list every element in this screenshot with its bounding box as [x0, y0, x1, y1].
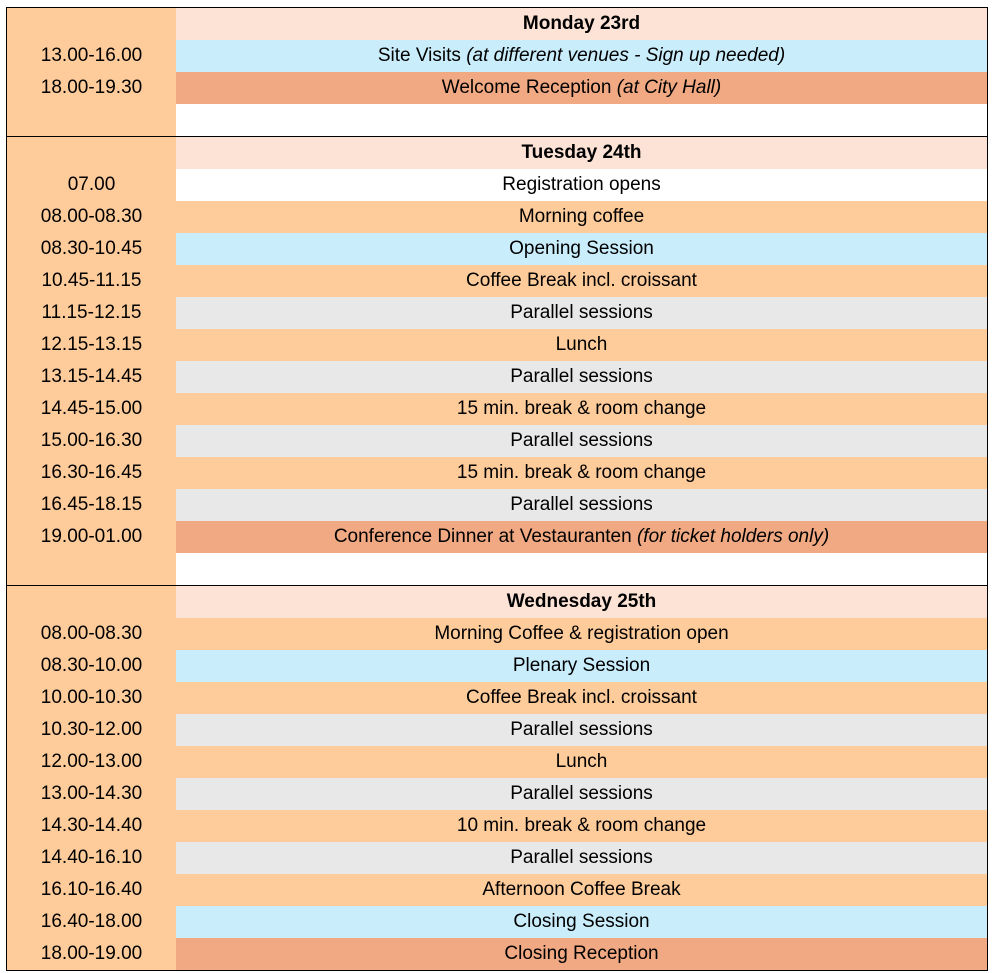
time-cell: 18.00-19.30: [7, 72, 176, 104]
day-header-row: [7, 8, 987, 40]
time-cell: 08.30-10.00: [7, 650, 176, 682]
day-section: [7, 586, 987, 970]
day-section: [7, 8, 987, 137]
schedule-row: [7, 553, 987, 585]
event-cell: [176, 425, 987, 457]
schedule-row: [7, 72, 987, 104]
schedule-row: [7, 874, 987, 906]
time-cell: 16.45-18.15: [7, 489, 176, 521]
event-cell: [176, 169, 987, 201]
time-cell: [7, 586, 176, 618]
event-label: Parallel sessions: [510, 302, 653, 323]
time-cell: 13.15-14.45: [7, 361, 176, 393]
event-cell: [176, 810, 987, 842]
event-label: Closing Session: [513, 911, 650, 932]
event-label: 10 min. break & room change: [456, 815, 707, 836]
event-note: (at City Hall): [616, 77, 722, 98]
time-cell: 14.45-15.00: [7, 393, 176, 425]
day-title: Monday 23rd: [176, 8, 987, 40]
schedule-row: [7, 906, 987, 938]
event-label: Parallel sessions: [510, 366, 653, 387]
schedule-row: [7, 425, 987, 457]
time-cell: 08.30-10.45: [7, 233, 176, 265]
event-label: Plenary Session: [512, 655, 651, 676]
schedule-row: [7, 682, 987, 714]
event-cell: [176, 72, 987, 104]
time-cell: 10.30-12.00: [7, 714, 176, 746]
schedule-row: [7, 297, 987, 329]
event-note: (for ticket holders only): [636, 526, 830, 547]
event-label: Opening Session: [509, 238, 654, 259]
event-cell: [176, 489, 987, 521]
event-label: Welcome Reception: [441, 77, 617, 98]
event-label: Site Visits: [377, 45, 467, 66]
event-label: Coffee Break incl. croissant: [466, 687, 697, 708]
event-label: 15 min. break & room change: [456, 462, 707, 483]
event-cell: [176, 618, 987, 650]
time-cell: 08.00-08.30: [7, 618, 176, 650]
event-cell: [176, 553, 987, 585]
time-cell: 10.45-11.15: [7, 265, 176, 297]
time-cell: 10.00-10.30: [7, 682, 176, 714]
schedule-row: [7, 521, 987, 553]
schedule-table: [6, 7, 988, 971]
schedule-row: [7, 457, 987, 489]
event-cell: [176, 265, 987, 297]
schedule-row: [7, 714, 987, 746]
schedule-row: [7, 40, 987, 72]
day-header-row: [7, 137, 987, 169]
schedule-row: [7, 233, 987, 265]
event-cell: [176, 393, 987, 425]
event-cell: [176, 906, 987, 938]
event-cell: [176, 521, 987, 553]
time-cell: 16.30-16.45: [7, 457, 176, 489]
event-cell: [176, 329, 987, 361]
time-cell: 16.40-18.00: [7, 906, 176, 938]
schedule-row: [7, 650, 987, 682]
time-cell: 13.00-16.00: [7, 40, 176, 72]
event-cell: [176, 874, 987, 906]
event-label: Parallel sessions: [510, 783, 653, 804]
time-cell: [7, 553, 176, 585]
time-cell: 18.00-19.00: [7, 938, 176, 970]
event-label: Coffee Break incl. croissant: [466, 270, 697, 291]
event-label: Morning Coffee & registration open: [434, 623, 729, 644]
event-cell: [176, 714, 987, 746]
event-cell: [176, 297, 987, 329]
schedule-row: [7, 618, 987, 650]
event-label: Parallel sessions: [510, 494, 653, 515]
event-label: Closing Reception: [504, 943, 659, 964]
event-label: Parallel sessions: [510, 847, 653, 868]
event-label: Conference Dinner at Vestauranten: [333, 526, 637, 547]
event-label: Lunch: [555, 751, 608, 772]
event-cell: [176, 201, 987, 233]
event-cell: [176, 842, 987, 874]
event-label: Registration opens: [502, 174, 661, 195]
day-section: [7, 137, 987, 586]
event-cell: [176, 682, 987, 714]
time-cell: 07.00: [7, 169, 176, 201]
time-cell: 12.00-13.00: [7, 746, 176, 778]
schedule-row: [7, 489, 987, 521]
event-note: (at different venues - Sign up needed): [466, 45, 786, 66]
schedule-row: [7, 938, 987, 970]
schedule-row: [7, 104, 987, 136]
event-cell: [176, 746, 987, 778]
schedule-row: [7, 810, 987, 842]
schedule-row: [7, 201, 987, 233]
schedule-row: [7, 393, 987, 425]
time-cell: 11.15-12.15: [7, 297, 176, 329]
event-cell: [176, 40, 987, 72]
schedule-row: [7, 842, 987, 874]
schedule-row: [7, 361, 987, 393]
time-cell: 15.00-16.30: [7, 425, 176, 457]
time-cell: [7, 104, 176, 136]
event-label: Afternoon Coffee Break: [482, 879, 681, 900]
time-cell: [7, 8, 176, 40]
schedule-row: [7, 778, 987, 810]
time-cell: 16.10-16.40: [7, 874, 176, 906]
event-label: Parallel sessions: [510, 430, 653, 451]
day-header-row: [7, 586, 987, 618]
event-cell: [176, 938, 987, 970]
time-cell: 13.00-14.30: [7, 778, 176, 810]
schedule-row: [7, 746, 987, 778]
day-title: Wednesday 25th: [176, 586, 987, 618]
schedule-row: [7, 169, 987, 201]
event-label: Lunch: [555, 334, 608, 355]
event-label: Parallel sessions: [510, 719, 653, 740]
time-cell: 12.15-13.15: [7, 329, 176, 361]
time-cell: [7, 137, 176, 169]
day-title: Tuesday 24th: [176, 137, 987, 169]
event-cell: [176, 650, 987, 682]
event-label: Morning coffee: [518, 206, 645, 227]
schedule-row: [7, 329, 987, 361]
event-label: 15 min. break & room change: [456, 398, 707, 419]
event-cell: [176, 361, 987, 393]
event-cell: [176, 778, 987, 810]
time-cell: 14.30-14.40: [7, 810, 176, 842]
event-cell: [176, 104, 987, 136]
event-cell: [176, 457, 987, 489]
time-cell: 08.00-08.30: [7, 201, 176, 233]
time-cell: 19.00-01.00: [7, 521, 176, 553]
event-cell: [176, 233, 987, 265]
schedule-row: [7, 265, 987, 297]
time-cell: 14.40-16.10: [7, 842, 176, 874]
